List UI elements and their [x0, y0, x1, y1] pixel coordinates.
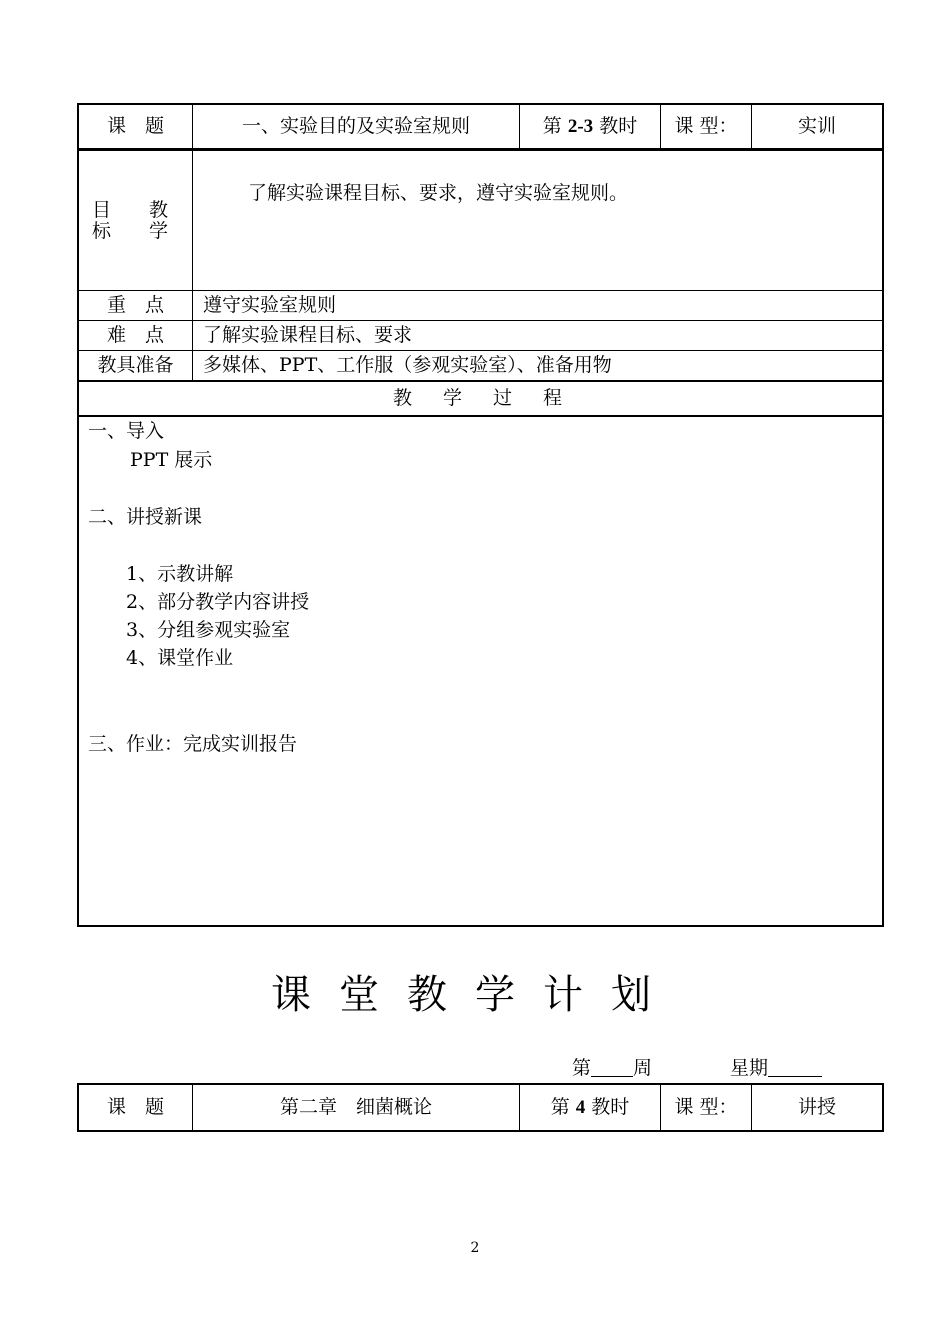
lecture-item: 1、示教讲解	[126, 563, 234, 585]
weekday-label: 星期	[730, 1057, 769, 1079]
lecture-item: 3、分组参观实验室	[126, 619, 291, 641]
topic-label: 课 题	[106, 1096, 164, 1118]
weekday-line	[730, 1056, 822, 1080]
topic-value: 第二章 细菌概论	[279, 1096, 432, 1118]
page-number: 2	[470, 1240, 480, 1256]
topic-label: 课 题	[106, 115, 164, 137]
lecture-item: 4、课堂作业	[126, 647, 234, 669]
tools-label: 教具准备	[97, 354, 174, 376]
topic-value: 一、实验目的及实验室规则	[241, 115, 470, 137]
period-prefix: 第	[550, 1096, 570, 1118]
period-cell	[520, 1095, 660, 1120]
week-blank	[591, 1056, 633, 1077]
col-divider	[192, 103, 193, 381]
goal-text: 了解实验课程目标、要求，遵守实验室规则。	[248, 182, 629, 204]
period-number: 2-3	[567, 116, 594, 137]
period-suffix: 教时	[591, 1096, 630, 1118]
intro-item: PPT 展示	[130, 449, 213, 471]
row-divider	[77, 380, 884, 382]
type-value: 讲授	[797, 1096, 836, 1118]
key-value: 遵守实验室规则	[203, 294, 337, 316]
week-suffix: 周	[633, 1057, 653, 1079]
week-prefix: 第	[572, 1057, 592, 1079]
period-prefix: 第	[542, 115, 562, 137]
page-title: 课堂教学计划	[271, 972, 679, 1018]
type-value: 实训	[797, 115, 836, 137]
period-suffix: 教时	[599, 115, 638, 137]
weekday-blank	[768, 1056, 822, 1077]
type-label: 课 型：	[674, 1096, 738, 1118]
row-divider	[77, 350, 884, 351]
difficult-value: 了解实验课程目标、要求	[203, 324, 413, 346]
difficult-label: 难 点	[106, 324, 164, 346]
row-divider	[77, 415, 884, 417]
row-divider	[77, 290, 884, 291]
key-label: 重 点	[106, 294, 164, 316]
row-divider	[77, 320, 884, 321]
lecture-item: 2、部分教学内容讲授	[126, 591, 310, 613]
week-line	[572, 1056, 652, 1080]
period-cell	[520, 114, 660, 139]
intro-heading: 一、导入	[88, 420, 165, 442]
tools-value: 多媒体、PPT、工作服（参观实验室）、准备用物	[203, 354, 612, 376]
process-header: 教 学 过 程	[392, 387, 568, 409]
row-divider	[77, 148, 884, 151]
period-number: 4	[575, 1097, 586, 1118]
homework-heading: 三、作业：完成实训报告	[88, 733, 298, 755]
type-label: 课 型：	[674, 115, 738, 137]
lecture-heading: 二、讲授新课	[88, 506, 203, 528]
